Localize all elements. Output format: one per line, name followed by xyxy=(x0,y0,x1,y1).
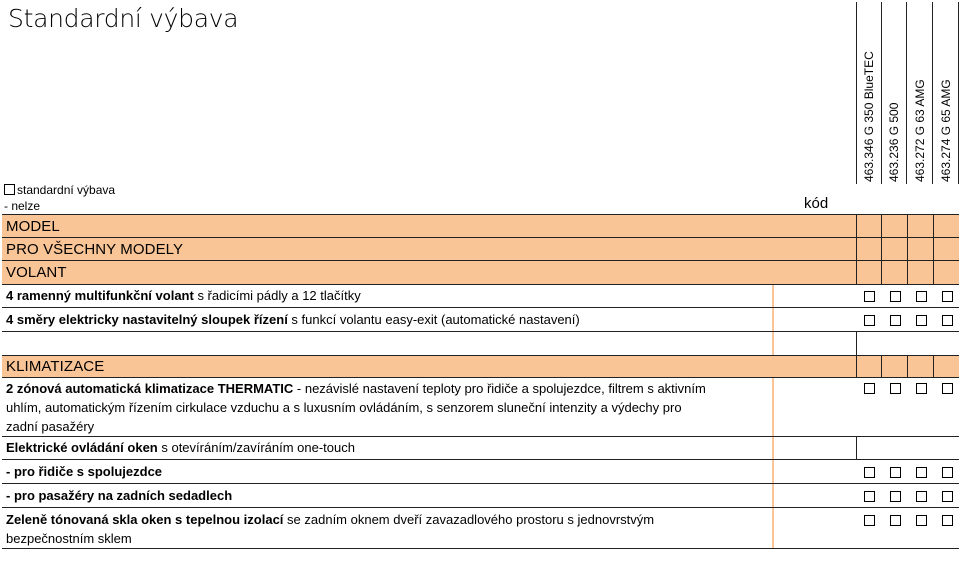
standard-checkbox-icon xyxy=(942,515,953,526)
table-row: 4 ramenný multifunkční volant s řadicími pádly a 12 tlačítky xyxy=(2,285,959,308)
band-row-model: MODEL xyxy=(2,215,959,238)
spacer-row xyxy=(2,332,959,356)
standard-checkbox-icon xyxy=(890,515,901,526)
band-row-all-models: PRO VŠECHNY MODELY xyxy=(2,238,959,261)
table-row: 4 směry elektricky nastavitelný sloupek řízení s funkcí volantu easy-exit (automatické nastavení) xyxy=(2,308,959,332)
band-row-volant: VOLANT xyxy=(2,261,959,285)
table-row: Zeleně tónovaná skla oken s tepelnou izolací se zadním oknem dveří zavazadlového prostoru s jednovrstvým bezpečnostním sklem xyxy=(2,508,959,549)
page-title: Standardní výbava xyxy=(8,4,239,33)
standard-checkbox-icon xyxy=(890,467,901,478)
legend-standard: standardní výbava xyxy=(4,183,115,197)
table-row: - pro pasažéry na zadních sedadlech xyxy=(2,484,959,508)
standard-checkbox-icon xyxy=(864,315,875,326)
standard-checkbox-icon xyxy=(864,467,875,478)
table-row: 2 zónová automatická klimatizace THERMATIC - nezávislé nastavení teploty pro řidiče a spolujezdce, filtrem s aktivním uhlím, automatickým řízením cirkulace vzduchu a s luxusním ovládáním, s senzorem sluneční intenzity a výdechy pro zadní pasažéry xyxy=(2,378,959,437)
model-header: 463.272 G 63 AMG xyxy=(908,2,933,184)
standard-checkbox-icon xyxy=(916,315,927,326)
table-row: Elektrické ovládání oken s otevíráním/zavíráním one-touch xyxy=(2,437,959,460)
standard-checkbox-icon xyxy=(942,291,953,302)
model-headers xyxy=(856,2,960,184)
standard-checkbox-icon xyxy=(916,383,927,394)
standard-checkbox-icon xyxy=(916,467,927,478)
model-header: 463.274 G 65 AMG xyxy=(934,2,959,184)
band-row-klimatizace: KLIMATIZACE xyxy=(2,356,959,378)
standard-checkbox-icon xyxy=(890,383,901,394)
standard-checkbox-icon xyxy=(4,184,15,195)
table-row: - pro řidiče s spolujezdce xyxy=(2,460,959,484)
standard-checkbox-icon xyxy=(864,383,875,394)
standard-checkbox-icon xyxy=(942,467,953,478)
legend-none: - nelze xyxy=(4,199,41,213)
standard-checkbox-icon xyxy=(864,491,875,502)
standard-checkbox-icon xyxy=(942,491,953,502)
standard-checkbox-icon xyxy=(890,291,901,302)
standard-checkbox-icon xyxy=(864,291,875,302)
standard-checkbox-icon xyxy=(942,315,953,326)
equipment-table xyxy=(2,214,959,549)
standard-checkbox-icon xyxy=(864,515,875,526)
kod-header: kód xyxy=(804,195,829,212)
standard-checkbox-icon xyxy=(890,491,901,502)
standard-checkbox-icon xyxy=(942,383,953,394)
model-header: 463.236 G 500 xyxy=(882,2,907,184)
standard-checkbox-icon xyxy=(916,491,927,502)
model-header: 463.346 G 350 BlueTEC xyxy=(857,2,882,184)
standard-checkbox-icon xyxy=(890,315,901,326)
standard-checkbox-icon xyxy=(916,515,927,526)
standard-checkbox-icon xyxy=(916,291,927,302)
